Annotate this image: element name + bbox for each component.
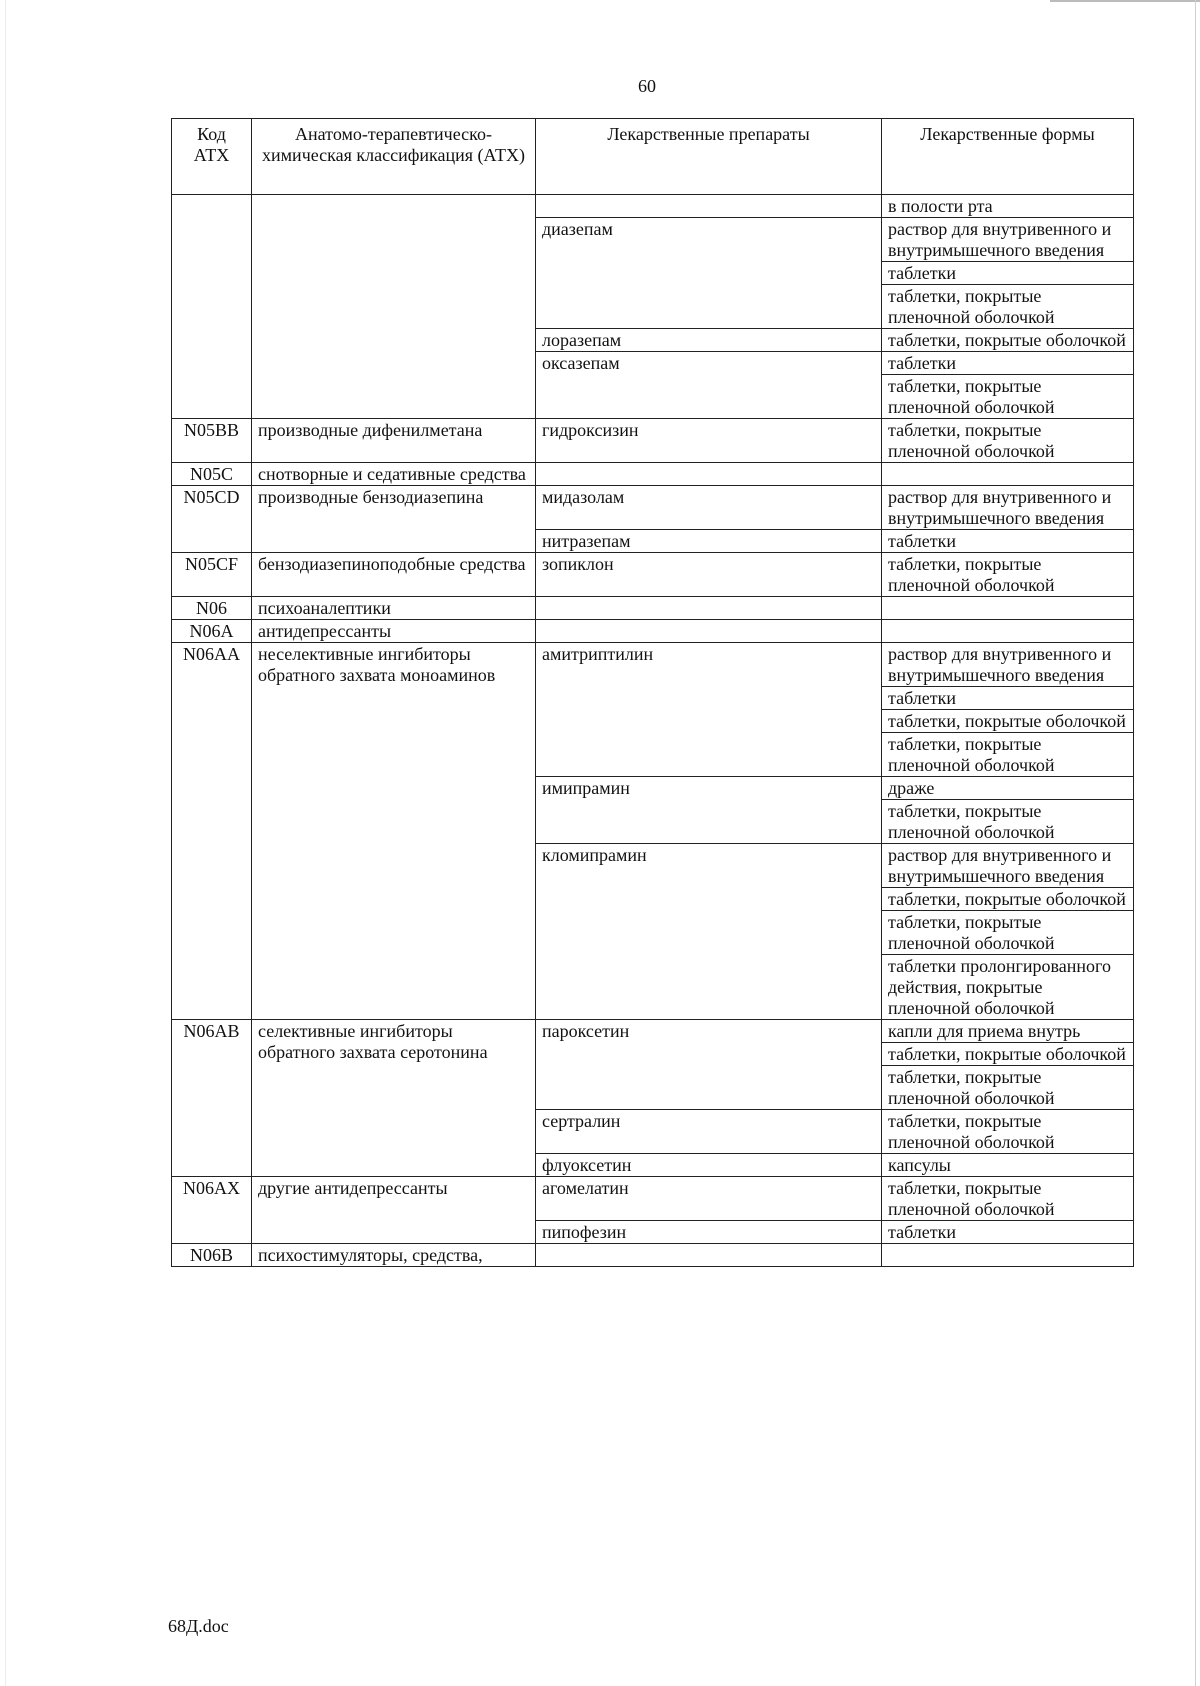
drug-name-cell: зопиклон — [536, 553, 882, 597]
drug-form-cell: раствор для внутривенного и внутримышечного введения — [882, 643, 1134, 687]
drug-form-cell: капли для приема внутрь — [882, 1020, 1134, 1043]
drug-name-cell: флуоксетин — [536, 1154, 882, 1177]
atc-classification-cell: производные бензодиазепина — [252, 486, 536, 553]
drug-form-cell: таблетки, покрытые оболочкой — [882, 329, 1134, 352]
atc-code-cell — [172, 195, 252, 419]
drug-name-cell — [536, 195, 882, 218]
drug-name-cell — [536, 463, 882, 486]
drug-form-cell: раствор для внутривенного и внутримышечного введения — [882, 486, 1134, 530]
atc-classification-cell — [252, 195, 536, 419]
atc-classification-cell: антидепрессанты — [252, 620, 536, 643]
header-forms: Лекарственные формы — [882, 119, 1134, 195]
table-row — [172, 597, 1134, 620]
table-row — [172, 1177, 1134, 1221]
drug-name-cell: гидроксизин — [536, 419, 882, 463]
drug-form-cell: таблетки, покрытые пленочной оболочкой — [882, 419, 1134, 463]
header-classification: Анатомо-терапевтическо-химическая классификация (АТХ) — [252, 119, 536, 195]
drug-form-cell: раствор для внутривенного и внутримышечного введения — [882, 218, 1134, 262]
scan-edge-top — [1050, 0, 1200, 2]
drug-name-cell — [536, 1244, 882, 1267]
atc-code-cell: N06AX — [172, 1177, 252, 1244]
table-row — [172, 620, 1134, 643]
atc-classification-cell: психоаналептики — [252, 597, 536, 620]
drug-form-cell: драже — [882, 777, 1134, 800]
drug-form-cell: таблетки — [882, 352, 1134, 375]
atc-code-cell: N06AB — [172, 1020, 252, 1177]
drug-form-cell: в полости рта — [882, 195, 1134, 218]
scan-edge-left — [5, 0, 6, 1686]
atc-code-cell: N05CD — [172, 486, 252, 553]
atc-code-cell: N06AA — [172, 643, 252, 1020]
drug-name-cell: агомелатин — [536, 1177, 882, 1221]
drug-form-cell: таблетки — [882, 530, 1134, 553]
drug-form-cell: таблетки — [882, 687, 1134, 710]
drug-form-cell: таблетки, покрытые оболочкой — [882, 888, 1134, 911]
drug-name-cell: имипрамин — [536, 777, 882, 844]
drug-name-cell: пипофезин — [536, 1221, 882, 1244]
atc-drug-table — [171, 118, 1134, 1267]
atc-classification-cell: другие антидепрессанты — [252, 1177, 536, 1244]
drug-form-cell: таблетки, покрытые пленочной оболочкой — [882, 800, 1134, 844]
drug-form-cell: таблетки, покрытые пленочной оболочкой — [882, 911, 1134, 955]
table-row — [172, 643, 1134, 687]
table-body — [172, 119, 1134, 1267]
drug-name-cell — [536, 620, 882, 643]
drug-form-cell: таблетки, покрытые пленочной оболочкой — [882, 553, 1134, 597]
drug-form-cell — [882, 620, 1134, 643]
footer-filename: 68Д.doc — [168, 1616, 229, 1636]
table-row — [172, 1244, 1134, 1267]
atc-classification-cell: психостимуляторы, средства, — [252, 1244, 536, 1267]
drug-form-cell: таблетки, покрытые пленочной оболочкой — [882, 1110, 1134, 1154]
drug-name-cell: мидазолам — [536, 486, 882, 530]
drug-form-cell — [882, 1244, 1134, 1267]
scan-edge-right — [1195, 0, 1196, 1686]
drug-form-cell: таблетки, покрытые пленочной оболочкой — [882, 285, 1134, 329]
drug-name-cell: сертралин — [536, 1110, 882, 1154]
table-row — [172, 553, 1134, 597]
atc-classification-cell: неселективные ингибиторы обратного захвата моноаминов — [252, 643, 536, 1020]
table-row — [172, 463, 1134, 486]
drug-name-cell: диазепам — [536, 218, 882, 329]
drug-name-cell: пароксетин — [536, 1020, 882, 1110]
atc-code-cell: N06B — [172, 1244, 252, 1267]
drug-form-cell: таблетки пролонгированного действия, покрытые пленочной оболочкой — [882, 955, 1134, 1020]
page-number: 60 — [638, 76, 656, 96]
drug-name-cell: амитриптилин — [536, 643, 882, 777]
drug-form-cell: таблетки, покрытые пленочной оболочкой — [882, 375, 1134, 419]
table-header-row — [172, 119, 1134, 195]
drug-form-cell: раствор для внутривенного и внутримышечного введения — [882, 844, 1134, 888]
drug-name-cell: лоразепам — [536, 329, 882, 352]
drug-name-cell: нитразепам — [536, 530, 882, 553]
drug-form-cell — [882, 463, 1134, 486]
table-row — [172, 486, 1134, 530]
table-row — [172, 419, 1134, 463]
atc-code-cell: N06 — [172, 597, 252, 620]
drug-form-cell: таблетки, покрытые пленочной оболочкой — [882, 1066, 1134, 1110]
drug-name-cell — [536, 597, 882, 620]
drug-form-cell: таблетки, покрытые оболочкой — [882, 710, 1134, 733]
drug-form-cell: капсулы — [882, 1154, 1134, 1177]
drug-form-cell — [882, 597, 1134, 620]
table-row — [172, 195, 1134, 218]
drug-form-cell: таблетки, покрытые пленочной оболочкой — [882, 733, 1134, 777]
drug-form-cell: таблетки, покрытые оболочкой — [882, 1043, 1134, 1066]
atc-code-cell: N06A — [172, 620, 252, 643]
drug-name-cell: оксазепам — [536, 352, 882, 419]
drug-form-cell: таблетки, покрытые пленочной оболочкой — [882, 1177, 1134, 1221]
atc-code-cell: N05BB — [172, 419, 252, 463]
atc-code-cell: N05CF — [172, 553, 252, 597]
drug-name-cell: кломипрамин — [536, 844, 882, 1020]
atc-classification-cell: бензодиазепиноподобные средства — [252, 553, 536, 597]
header-drug: Лекарственные препараты — [536, 119, 882, 195]
atc-classification-cell: производные дифенилметана — [252, 419, 536, 463]
drug-form-cell: таблетки — [882, 262, 1134, 285]
atc-classification-cell: снотворные и седативные средства — [252, 463, 536, 486]
atc-code-cell: N05C — [172, 463, 252, 486]
atc-classification-cell: селективные ингибиторы обратного захвата серотонина — [252, 1020, 536, 1177]
table-row — [172, 1020, 1134, 1043]
drug-form-cell: таблетки — [882, 1221, 1134, 1244]
header-code: Код АТХ — [172, 119, 252, 195]
